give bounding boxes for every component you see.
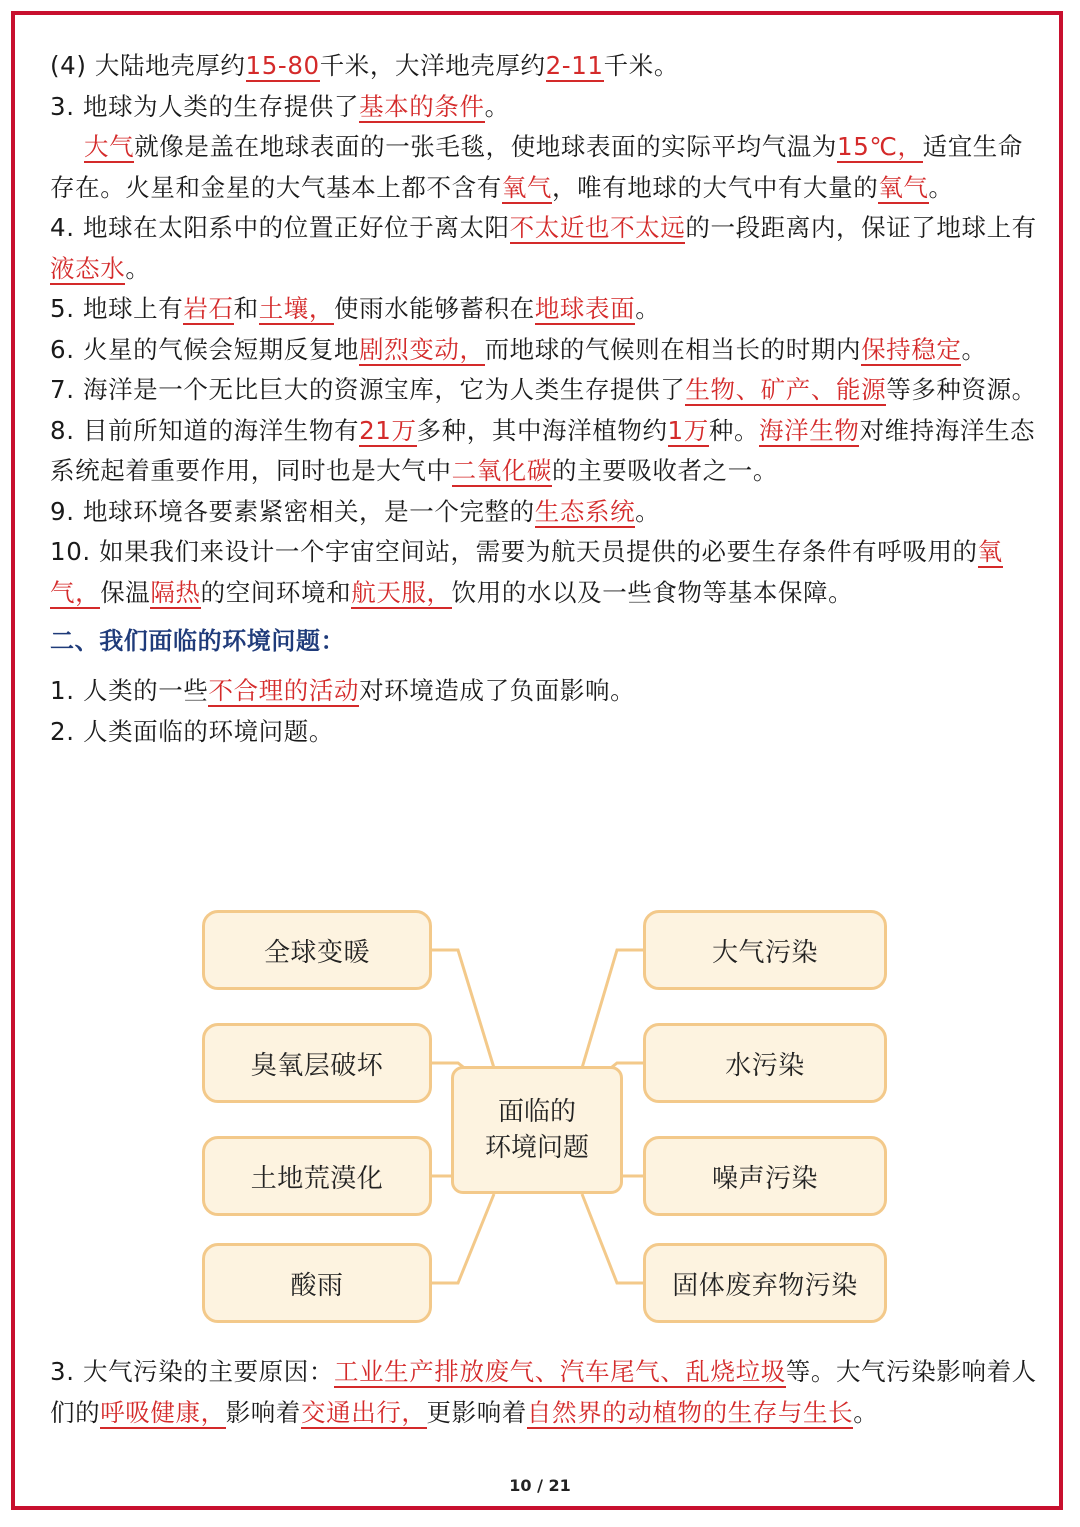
center-line-1: 面临的 bbox=[497, 1097, 576, 1127]
node-desertification: 土地荒漠化 bbox=[202, 1136, 432, 1216]
node-acid-rain: 酸雨 bbox=[202, 1243, 432, 1323]
connector-right-1 bbox=[582, 950, 643, 1068]
item-3: 3. 地球为人类的生存提供了基本的条件。 bbox=[50, 91, 510, 121]
env-item-3-block bbox=[50, 1352, 1040, 1433]
env-item-1: 1. 人类的一些不合理的活动对环境造成了负面影响。 bbox=[50, 676, 636, 705]
connector-right-4 bbox=[582, 1194, 643, 1283]
environment-mind-map bbox=[0, 898, 1080, 1328]
node-solid-waste: 固体废弃物污染 bbox=[643, 1243, 887, 1323]
item-4-position: 4. 地球在太阳系中的位置正好位于离太阳不太近也不太远的一段距离内，保证了地球上有液态水。 bbox=[50, 213, 1037, 283]
center-line-2: 环境问题 bbox=[484, 1133, 589, 1163]
item-5: 5. 地球上有岩石和土壤，使雨水能够蓄积在地球表面。 bbox=[50, 294, 661, 323]
env-item-3: 3. 大气污染的主要原因：工业生产排放废气、汽车尾气、乱烧垃圾等。大气污染影响着人们的呼吸健康，影响着交通出行，更影响着自然界的动植物的生存与生长。 bbox=[50, 1357, 1037, 1427]
item-7: 7. 海洋是一个无比巨大的资源宝库，它为人类生存提供了生物、矿产、能源等多种资源。 bbox=[50, 375, 1037, 404]
env-item-2: 2. 人类面临的环境问题。 bbox=[50, 716, 334, 746]
node-water-pollution: 水污染 bbox=[643, 1023, 887, 1103]
page-number: 10 / 21 bbox=[509, 1476, 571, 1495]
item-10: 10. 如果我们来设计一个宇宙空间站，需要为航天员提供的必要生存条件有呼吸用的氧气，保温隔热的空间环境和航天服，饮用的水以及一些食物等基本保障。 bbox=[50, 537, 1003, 607]
connector-left-4 bbox=[432, 1194, 494, 1283]
item-9: 9. 地球环境各要素紧密相关，是一个完整的生态系统。 bbox=[50, 496, 661, 526]
item-8: 8. 目前所知道的海洋生物有21万多种，其中海洋植物约1万种。海洋生物对维持海洋生态系统起着重要作用，同时也是大气中二氧化碳的主要吸收者之一。 bbox=[50, 415, 1036, 485]
center-node bbox=[451, 1066, 623, 1194]
item-3-atmosphere: 大气就像是盖在地球表面的一张毛毯，使地球表面的实际平均气温为15℃，适宜生命存在。火星和金星的大气基本上都不含有氧气，唯有地球的大气中有大量的氧气。 bbox=[50, 132, 1023, 202]
node-ozone-depletion: 臭氧层破坏 bbox=[202, 1023, 432, 1103]
item-4: (4) 大陆地壳厚约15-80千米，大洋地壳厚约2-11千米。 bbox=[50, 51, 679, 80]
item-6: 6. 火星的气候会短期反复地剧烈变动，而地球的气候则在相当长的时期内保持稳定。 bbox=[50, 334, 987, 364]
node-air-pollution: 大气污染 bbox=[643, 910, 887, 990]
node-global-warming: 全球变暖 bbox=[202, 910, 432, 990]
text-content bbox=[50, 46, 1040, 752]
connector-left-1 bbox=[432, 950, 494, 1068]
node-noise-pollution: 噪声污染 bbox=[643, 1136, 887, 1216]
section-heading: 二、我们面临的环境问题： bbox=[50, 627, 346, 655]
